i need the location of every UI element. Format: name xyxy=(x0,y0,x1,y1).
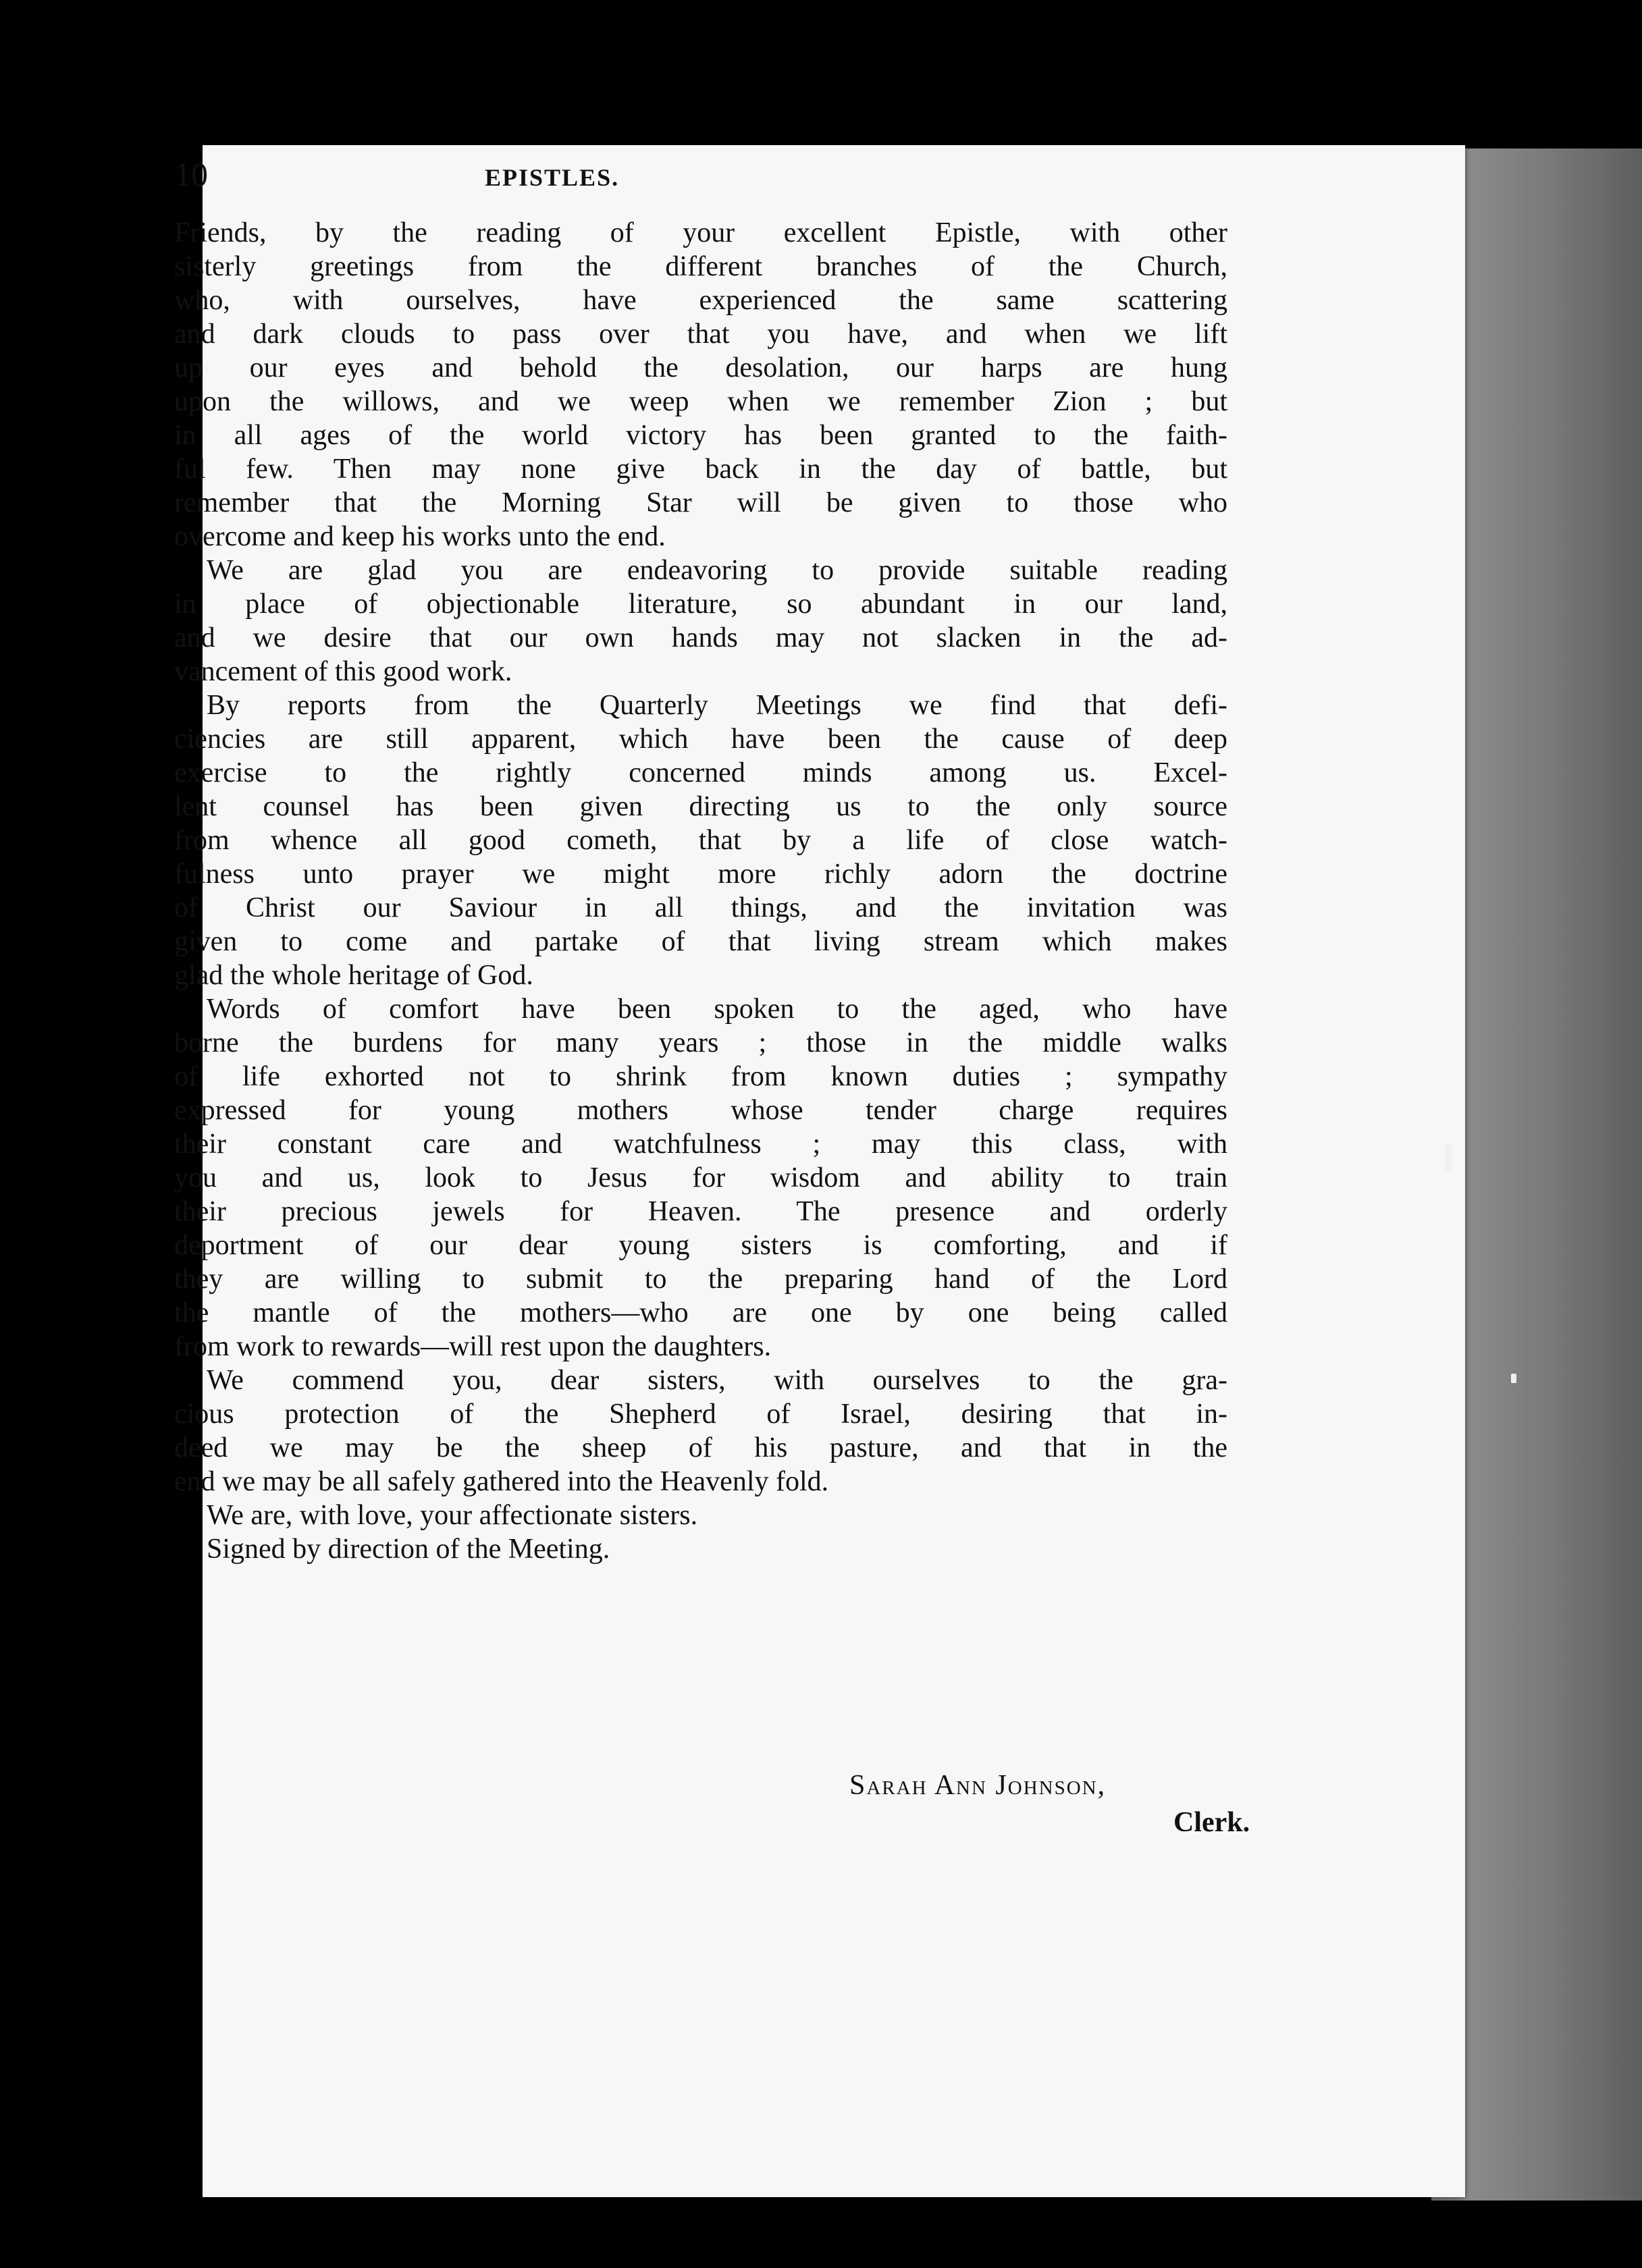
text-line: and we desire that our own hands may not slacken in the ad- xyxy=(174,622,1227,653)
text-line: Signed by direction of the Meeting. xyxy=(207,1534,610,1565)
text-line: By reports from the Quarterly Meetings we find that defi- xyxy=(207,690,1227,721)
page-header xyxy=(174,154,1227,194)
text-line: end we may be all safely gathered into the Heavenly fold. xyxy=(174,1466,829,1497)
text-line: We are glad you are endeavoring to provide suitable reading xyxy=(207,555,1227,586)
text-line: from whence all good cometh, that by a life of close watch- xyxy=(174,825,1227,856)
text-line: lent counsel has been given directing us to the only source xyxy=(174,791,1227,822)
text-line: sisterly greetings from the different branches of the Church, xyxy=(174,251,1227,282)
paper-speck xyxy=(1511,1374,1516,1383)
page-number: 10 xyxy=(174,155,208,193)
paper-speck xyxy=(1445,1144,1452,1171)
text-line: overcome and keep his works unto the end. xyxy=(174,521,666,552)
text-line: from work to rewards—will rest upon the daughters. xyxy=(174,1331,772,1362)
text-line: their constant care and watchfulness ; may this class, with xyxy=(174,1129,1227,1160)
text-line: in place of objectionable literature, so abundant in our land, xyxy=(174,589,1227,620)
text-line: We are, with love, your affectionate sisters. xyxy=(207,1500,698,1531)
paragraph xyxy=(174,216,1227,554)
epistle-body xyxy=(174,216,1227,1566)
text-line: remember that the Morning Star will be given to those who xyxy=(174,487,1227,518)
text-line: vancement of this good work. xyxy=(174,656,512,687)
text-line: and dark clouds to pass over that you have, and when we lift xyxy=(174,319,1227,350)
text-line: ful few. Then may none give back in the day of battle, but xyxy=(174,454,1227,485)
signer-title: Clerk. xyxy=(1173,1807,1250,1838)
text-line: We commend you, dear sisters, with ourselves to the gra- xyxy=(207,1365,1227,1396)
text-line: of Christ our Saviour in all things, and the invitation was xyxy=(174,892,1227,923)
running-title: EPISTLES. xyxy=(485,164,620,191)
paragraph xyxy=(174,688,1227,992)
text-line: they are willing to submit to the preparing hand of the Lord xyxy=(174,1264,1227,1295)
text-line: glad the whole heritage of God. xyxy=(174,960,533,991)
text-line: who, with ourselves, have experienced the same scattering xyxy=(174,285,1227,316)
signed-by-line xyxy=(174,1532,1227,1566)
signer-name: Sarah Ann Johnson, xyxy=(849,1770,1107,1801)
paragraph xyxy=(174,992,1227,1364)
text-line: cious protection of the Shepherd of Israel, desiring that in- xyxy=(174,1399,1227,1430)
text-line: of life exhorted not to shrink from known duties ; sympathy xyxy=(174,1061,1227,1092)
text-line: Friends, by the reading of your excellent Epistle, with other xyxy=(174,217,1227,248)
text-line: deportment of our dear young sisters is comforting, and if xyxy=(174,1230,1227,1261)
text-line: exercise to the rightly concerned minds among us. Excel- xyxy=(174,757,1227,788)
text-line: upon the willows, and we weep when we remember Zion ; but xyxy=(174,386,1227,417)
text-line: their precious jewels for Heaven. The presence and orderly xyxy=(174,1196,1227,1227)
text-line: borne the burdens for many years ; those in the middle walks xyxy=(174,1027,1227,1058)
text-line: up our eyes and behold the desolation, our harps are hung xyxy=(174,352,1227,383)
text-line: expressed for young mothers whose tender charge requires xyxy=(174,1095,1227,1126)
text-line: Words of comfort have been spoken to the aged, who have xyxy=(207,994,1227,1025)
text-line: in all ages of the world victory has been granted to the faith- xyxy=(174,420,1227,451)
text-line: the mantle of the mothers—who are one by one being called xyxy=(174,1297,1227,1328)
text-line: given to come and partake of that living stream which makes xyxy=(174,926,1227,957)
text-line: you and us, look to Jesus for wisdom and ability to train xyxy=(174,1162,1227,1193)
closing-salutation xyxy=(174,1498,1227,1532)
text-line: ciencies are still apparent, which have been the cause of deep xyxy=(174,724,1227,755)
paragraph xyxy=(174,554,1227,688)
paragraph xyxy=(174,1364,1227,1498)
text-line: deed we may be the sheep of his pasture, and that in the xyxy=(174,1432,1227,1463)
text-line: fulness unto prayer we might more richly adorn the doctrine xyxy=(174,859,1227,890)
